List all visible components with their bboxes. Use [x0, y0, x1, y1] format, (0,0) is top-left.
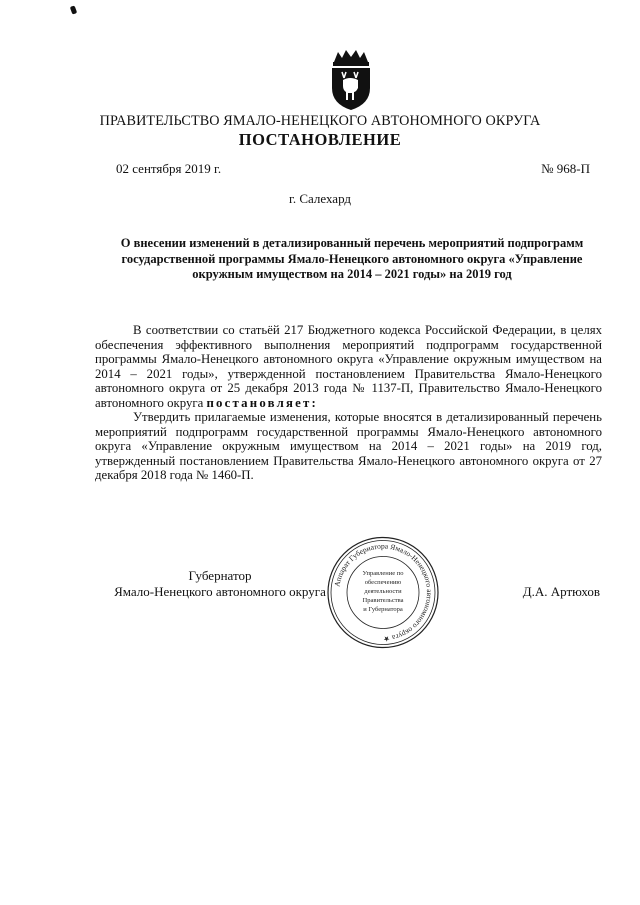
svg-text:Аппарат Губернатора Ямало-Нене: Аппарат Губернатора Ямало-Ненецкого автономного округа ★ — [332, 541, 435, 644]
document-city: г. Салехард — [288, 191, 352, 206]
coat-of-arms-icon — [328, 48, 374, 112]
document-date: 02 сентября 2019 г. — [116, 161, 222, 176]
svg-text:Управление по: Управление по — [362, 570, 404, 577]
document-number: № 968-П — [541, 161, 590, 176]
svg-text:деятельности: деятельности — [364, 588, 402, 595]
document-title: О внесении изменений в детализированный перечень мероприятий подпрограмм государственной программы Ямало-Ненецкого автономного округа «Управление окружным имуществом на 2014 – 2021 годы» на 2019 год — [120, 236, 584, 281]
preamble-text: В соответствии со статьёй 217 Бюджетного кодекса Российской Федерации, в целях обеспечения эффективного выполнения мероприятий подпрограмм государственной программы Ямало-Ненецкого автономного округа «Управление окружным имуществом на 2014 – 2021 годы», утвержденной постановлением Правительства Ямало-Ненецкого автономного округа от 25 декабря 2013 года № 1137-П, Правительство Ямало-Ненецкого автономного округа — [95, 323, 602, 410]
decree-keyword: постановляет: — [206, 395, 318, 410]
paragraph-preamble — [95, 323, 602, 411]
official-stamp — [323, 535, 443, 650]
svg-text:и Губернатора: и Губернатора — [363, 606, 403, 613]
signatory-name: Д.А. Артюхов — [522, 584, 600, 599]
scan-mark — [70, 5, 77, 14]
svg-text:Правительства: Правительства — [362, 597, 404, 604]
organization-name: ПРАВИТЕЛЬСТВО ЯМАЛО-НЕНЕЦКОГО АВТОНОМНОГО ОКРУГА — [99, 113, 541, 129]
signatory-position: Губернатор Ямало-Ненецкого автономного округа — [114, 568, 326, 599]
paragraph-resolution: Утвердить прилагаемые изменения, которые вносятся в детализированный перечень мероприятий подпрограмм государственной программы Ямало-Ненецкого автономного округа «Управление окружным имуществом на 2014 – 2021 годы» на 2019 год, утвержденный постановлением Правительства Ямало-Ненецкого автономного округа от 27 декабря 2018 года № 1460-П. — [95, 410, 602, 483]
document-type: ПОСТАНОВЛЕНИЕ — [238, 130, 402, 149]
svg-text:обеспечению: обеспечению — [364, 579, 402, 586]
